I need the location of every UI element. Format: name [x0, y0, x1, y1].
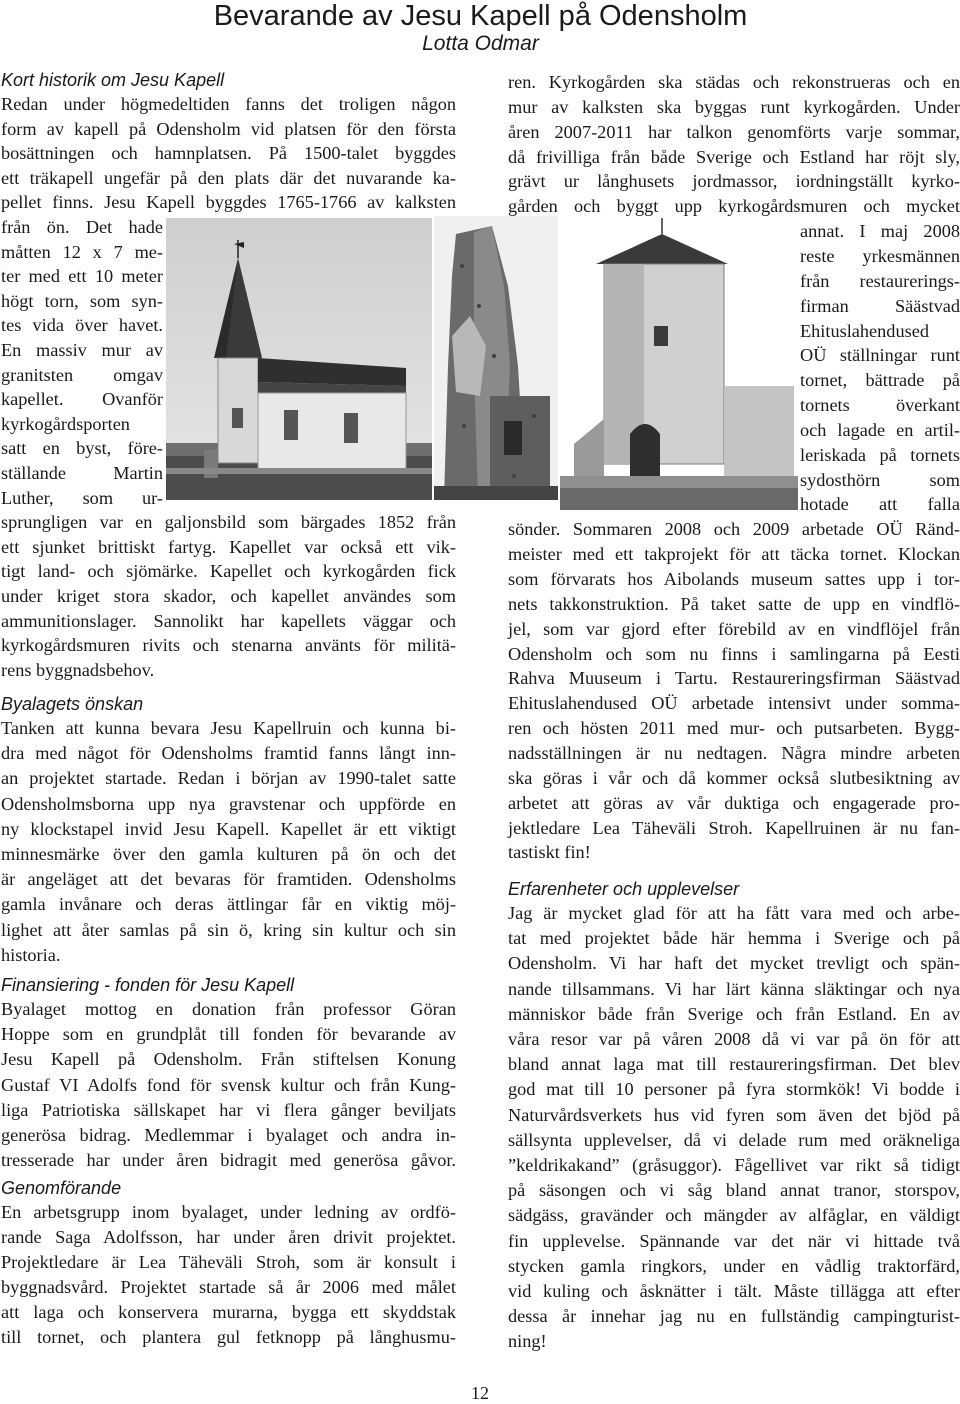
body-text-line: då frivilliga från både Sverige och Estland har röjt sly,	[508, 146, 960, 167]
body-text-line: an projektet startade. Redan i början av 1990-talet satte	[1, 768, 456, 789]
body-text-line: gamla invånare och deras ättlingar får en viktig möj-	[1, 894, 456, 915]
body-text-line: Ehituslahendused OÜ arbetade intensivt under somma-	[508, 693, 960, 714]
body-text-line: tastiskt fin!	[508, 842, 591, 863]
body-text-line: tornet, bättrade på	[800, 370, 960, 391]
body-text-line: Odensholm. Vi har haft det mycket trevligt och spän-	[508, 953, 960, 974]
body-text-line: sällsynta upplevelser, då vi delade rum med oräkneliga	[508, 1129, 960, 1150]
body-text-line: ny klockstapel invid Jesu Kapell. Kapellet är ett viktigt	[1, 818, 456, 839]
body-text-line: dessa år innehar jag nu en fullständig campingturist-	[508, 1306, 960, 1327]
body-text-line: Byalaget mottog en donation från professor Göran	[1, 999, 456, 1019]
body-text-line: Naturvårdsverkets hus vid fyren som även det bjöd på	[508, 1104, 960, 1125]
body-text-line: bland annat laga mat till restaureringsfirman. Det blev	[508, 1054, 960, 1075]
section-heading: Kort historik om Jesu Kapell	[1, 70, 225, 90]
body-text-line: En massiv mur av	[1, 340, 163, 360]
article-title: Bevarande av Jesu Kapell på Odensholm	[213, 0, 748, 32]
body-text-line: sönder. Sommaren 2008 och 2009 arbetade OÜ Ränd-	[508, 519, 960, 540]
ruin-tower-photo	[434, 216, 558, 500]
body-text-line: Odensholm och som nu finns i samlingarna på Eesti	[508, 643, 960, 664]
body-text-line: nande tillsammans. Vi har lärt känna släktingar och nya	[508, 978, 960, 999]
body-text-line: minnesmärke över den gamla kulturen på ön och det	[1, 844, 456, 864]
section-heading: Erfarenheter och upplevelser	[508, 879, 740, 899]
body-text-line: meister med ett takprojekt för att täcka tornet. Klockan	[508, 544, 960, 565]
body-text-line: Jesu Kapell på Odensholm. Från stiftelsen Konung	[1, 1049, 456, 1070]
body-text-line: tat med projektet både här hemma i Sverige och på	[508, 928, 960, 949]
body-text-line: bosättningen och hamnplatsen. På 1500-talet byggdes	[1, 143, 456, 164]
body-text-line: rande Saga Adolfsson, har under åren drivit projektet.	[1, 1227, 456, 1247]
body-text-line: under kriget stora skador, och kapellet användes som	[1, 586, 456, 606]
body-text-line: satt en byst, före-	[1, 438, 163, 459]
body-text-line: Odensholmsborna upp nya gravstenar och uppförde en	[1, 793, 456, 814]
body-text-line: från ön. Det hade	[1, 217, 163, 237]
body-text-line: nets takkonstruktion. På taket satte de upp en vindflö-	[508, 593, 960, 614]
body-text-line: på säsongen och vi såg bland annat tranor, storspov,	[508, 1180, 960, 1201]
body-text-line: pellet finns. Jesu Kapell byggdes 1765-1766 av kalksten	[1, 192, 456, 213]
body-text-line: lighet att åter samlas på sin ö, kring sin kultur och sin	[1, 919, 456, 940]
body-text-line: leriskada på tornets	[800, 444, 960, 465]
body-text-line: reste yrkesmännen	[800, 245, 960, 266]
body-text-line: människor både från Sverige och från Estland. En av	[508, 1003, 960, 1024]
body-text-line: fin upplevelse. Spännande var det när vi hittade två	[508, 1230, 960, 1251]
section-heading: Genomförande	[1, 1178, 122, 1198]
body-text-line: är angeläget att det bevaras för framtiden. Odensholms	[1, 869, 456, 890]
body-text-line: generösa bidrag. Medlemmar i byalaget och andra in-	[1, 1125, 456, 1145]
body-text-line: Rahva Muuseum i Tartu. Restaureringsfirman Säästvad	[508, 668, 960, 689]
body-text-line: ammunitionslager. Sannolikt har kapellets väggar och	[1, 610, 456, 631]
body-text-line: Jag är mycket glad för att ha fått vara med och arbe-	[508, 903, 960, 923]
page-number: 12	[471, 1383, 489, 1403]
body-text-line: firman Säästvad	[800, 295, 960, 316]
body-text-line: Ehituslahendused	[800, 320, 929, 341]
body-text-line: rens byggnadsbehov.	[1, 659, 155, 680]
section-heading: Finansiering - fonden för Jesu Kapell	[1, 975, 295, 995]
body-text-line: ren och hösten 2011 med mur- och putsarbeten. Bygg-	[508, 718, 960, 739]
body-text-line: byggnadsvård. Projektet startade så år 2006 med målet	[1, 1277, 456, 1297]
body-text-line: sydosthörn som	[800, 469, 960, 490]
body-text-line: ska göras i vår och då kommer också slutbesiktning av	[508, 767, 960, 788]
body-text-line: granitsten omgav	[1, 364, 163, 385]
body-text-line: sädgäss, gravänder och mängder av alfåglar, en väldigt	[508, 1205, 960, 1226]
body-text-line: kyrkogårdsmuren rivits och stenarna använts för militä-	[1, 635, 456, 656]
body-text-line: från restaurerings-	[800, 270, 960, 291]
body-text-line: historia.	[1, 944, 61, 965]
body-text-line: grävt ur långhusets jordmassor, iordningställt kyrko-	[508, 171, 960, 192]
body-text-line: Tanken att kunna bevara Jesu Kapellruin och kunna bi-	[1, 718, 456, 738]
body-text-line: tes vida över havet.	[1, 315, 163, 336]
body-text-line: ren. Kyrkogården ska städas och rekonstrueras och en	[508, 72, 960, 92]
body-text-line: som förvarats hos Aibolands museum sattes upp i tor-	[508, 569, 960, 589]
body-text-line: dra med något för Odensholms framtid fanns långt inn-	[1, 743, 456, 764]
body-text-line: våra resor var på våren 2008 då vi var på ön för att	[508, 1029, 960, 1049]
body-text-line: Hoppe som en grundplåt till fonden för bevarande av	[1, 1024, 456, 1045]
body-text-line: Gustaf VI Adolfs fond för svensk kultur och från Kung-	[1, 1074, 456, 1095]
body-text-line: tornets överkant	[800, 395, 960, 416]
body-text-line: tigt land- och sjömärke. Kapellet och kyrkogården fick	[1, 561, 456, 582]
body-text-line: ett träkapell ungefär på den plats där det nuvarande ka-	[1, 167, 456, 188]
body-text-line: jel, som var gjord efter förebild av en vindflöjel från	[508, 618, 960, 639]
body-text-line: jektledare Lea Täheväli Stroh. Kapellruinen är nu fan-	[508, 817, 960, 838]
body-text-line: En arbetsgrupp inom byalaget, under ledning av ordfö-	[1, 1202, 456, 1222]
body-text-line: ter med ett 10 meter	[1, 266, 163, 287]
restored-tower-photo	[560, 214, 798, 510]
body-text-line: form av kapell på Odensholm vid platsen för den första	[1, 118, 456, 139]
body-text-line: tresserade har under åren bidragit med generösa gåvor.	[1, 1150, 456, 1171]
article-author: Lotta Odmar	[422, 32, 539, 55]
body-text-line: mur av kalksten ska byggas runt kyrkogården. Under	[508, 96, 960, 117]
body-text-line: god mat till 10 personer på fyra stormkök! Vi bodde i	[508, 1079, 960, 1100]
body-text-line: liga Patriotiska sällskapet har vi flera gånger beviljats	[1, 1099, 456, 1120]
body-text-line: Projektledare är Lea Täheväli Stroh, som är konsult i	[1, 1252, 456, 1272]
section-heading: Byalagets önskan	[1, 694, 144, 714]
body-text-line: nadsställningen är nu nedtagen. Några mindre arbeten	[508, 742, 960, 763]
body-text-line: arbetet att göras av vår duktiga och engagerade pro-	[508, 792, 960, 813]
body-text-line: åren 2007-2011 har talkon genomförts varje sommar,	[508, 121, 960, 142]
body-text-line: stycken gamla ringkors, under en vådlig traktorfärd,	[508, 1255, 960, 1276]
body-text-line: ning!	[508, 1331, 547, 1352]
body-text-line: ett sjunket brittiskt fartyg. Kapellet var också ett vik-	[1, 536, 456, 557]
chapel-historic-photo	[166, 218, 432, 500]
body-text-line: vid kuling och åsknätter i tält. Måste tillägga att efter	[508, 1281, 960, 1301]
body-text-line: Luther, som ur-	[1, 487, 163, 508]
body-text-line: att laga och konservera murarna, bygga ett skyddstak	[1, 1302, 456, 1322]
body-text-line: högt torn, som syn-	[1, 290, 163, 311]
body-text-line: OÜ ställningar runt	[800, 345, 960, 366]
body-text-line: annat. I maj 2008	[800, 221, 960, 242]
body-text-line: och lagade en artil-	[800, 419, 960, 440]
body-text-line: ”keldrikakand” (gråsuggor). Fågellivet var rikt så tidigt	[508, 1155, 960, 1175]
body-text-line: gården och byggt upp kyrkogårdsmuren och mycket	[508, 196, 960, 217]
body-text-line: sprungligen var en galjonsbild som bärgades 1852 från	[1, 512, 456, 533]
body-text-line: hotade att falla	[800, 494, 960, 515]
body-text-line: till tornet, och plantera gul fetknopp på långhusmu-	[1, 1327, 456, 1347]
body-text-line: ställande Martin	[1, 463, 163, 483]
body-text-line: måtten 12 x 7 me-	[1, 241, 163, 262]
body-text-line: kapellet. Ovanför	[1, 389, 163, 410]
body-text-line: kyrkogårdsporten	[1, 413, 130, 434]
body-text-line: Redan under högmedeltiden fanns det troligen någon	[1, 94, 456, 114]
